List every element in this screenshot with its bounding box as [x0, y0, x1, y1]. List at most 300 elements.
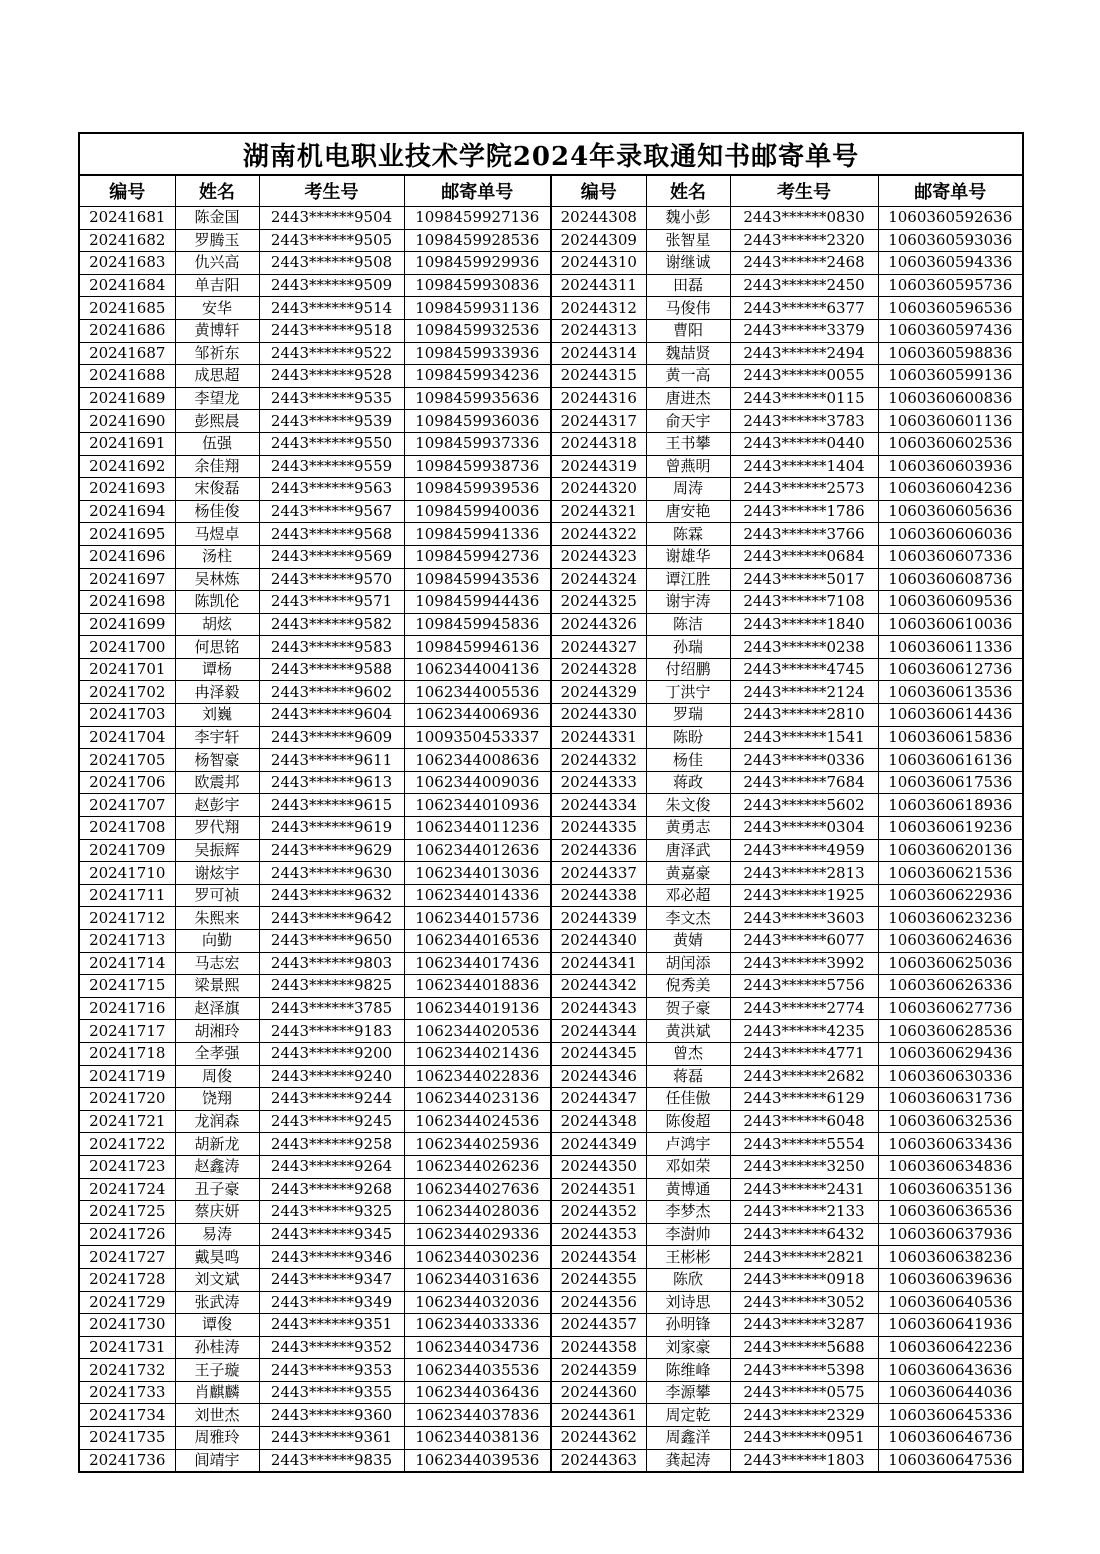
cell-id-right: 20244311	[551, 274, 646, 297]
cell-id-right: 20244319	[551, 455, 646, 478]
cell-name-right: 唐安艳	[646, 500, 730, 523]
cell-id-right: 20244324	[551, 568, 646, 591]
cell-id-right: 20244353	[551, 1223, 646, 1246]
cell-name-left: 汤柱	[175, 545, 259, 568]
cell-exam-number-right: 2443******6129	[730, 1088, 878, 1111]
cell-tracking-number-right: 1060360643636	[878, 1359, 1023, 1382]
cell-id-left: 20241712	[79, 907, 175, 930]
cell-tracking-number-right: 1060360621536	[878, 862, 1023, 885]
table-row	[79, 681, 1023, 704]
cell-exam-number-right: 2443******2682	[730, 1065, 878, 1088]
cell-tracking-number-right: 1060360608736	[878, 568, 1023, 591]
cell-id-left: 20241700	[79, 636, 175, 659]
cell-exam-number-left: 2443******9244	[259, 1088, 404, 1111]
cell-exam-number-left: 2443******9582	[259, 613, 404, 636]
cell-exam-number-right: 2443******2329	[730, 1404, 878, 1427]
table-row	[79, 749, 1023, 772]
cell-exam-number-right: 2443******0951	[730, 1427, 878, 1450]
cell-tracking-number-left: 1062344028036	[404, 1201, 551, 1224]
cell-exam-number-left: 2443******9588	[259, 658, 404, 681]
table-row	[79, 455, 1023, 478]
table-title: 湖南机电职业技术学院2024年录取通知书邮寄单号	[79, 133, 1023, 175]
table-row	[79, 432, 1023, 455]
cell-name-right: 黄婧	[646, 930, 730, 953]
cell-id-right: 20244344	[551, 1020, 646, 1043]
table-row	[79, 930, 1023, 953]
cell-tracking-number-left: 1062344012636	[404, 839, 551, 862]
cell-name-right: 曾燕明	[646, 455, 730, 478]
cell-name-left: 蔡庆妍	[175, 1201, 259, 1224]
cell-id-right: 20244329	[551, 681, 646, 704]
cell-id-left: 20241688	[79, 365, 175, 388]
table-row	[79, 839, 1023, 862]
cell-tracking-number-right: 1060360624636	[878, 930, 1023, 953]
cell-tracking-number-left: 1098459939536	[404, 478, 551, 501]
cell-name-left: 黄博轩	[175, 319, 259, 342]
cell-exam-number-right: 2443******2431	[730, 1178, 878, 1201]
cell-exam-number-right: 2443******6432	[730, 1223, 878, 1246]
cell-name-right: 张智星	[646, 229, 730, 252]
cell-exam-number-left: 2443******3785	[259, 997, 404, 1020]
cell-name-right: 陈霖	[646, 523, 730, 546]
cell-id-right: 20244317	[551, 410, 646, 433]
cell-name-right: 胡闰添	[646, 952, 730, 975]
cell-id-right: 20244358	[551, 1336, 646, 1359]
cell-name-right: 陈俊超	[646, 1110, 730, 1133]
cell-tracking-number-left: 1098459929936	[404, 252, 551, 275]
cell-tracking-number-right: 1060360600836	[878, 387, 1023, 410]
header-tracking-number-left: 邮寄单号	[404, 175, 551, 207]
cell-exam-number-right: 2443******0055	[730, 365, 878, 388]
cell-id-left: 20241690	[79, 410, 175, 433]
cell-name-left: 罗代翔	[175, 817, 259, 840]
cell-name-left: 朱熙来	[175, 907, 259, 930]
cell-id-right: 20244350	[551, 1155, 646, 1178]
cell-id-left: 20241725	[79, 1201, 175, 1224]
table-row	[79, 500, 1023, 523]
cell-exam-number-left: 2443******9615	[259, 794, 404, 817]
cell-name-left: 向勤	[175, 930, 259, 953]
cell-exam-number-left: 2443******9504	[259, 207, 404, 230]
cell-id-left: 20241723	[79, 1155, 175, 1178]
cell-name-right: 周涛	[646, 478, 730, 501]
cell-name-right: 魏喆贤	[646, 342, 730, 365]
cell-name-right: 周鑫洋	[646, 1427, 730, 1450]
cell-name-right: 丁洪宁	[646, 681, 730, 704]
cell-tracking-number-right: 1060360599136	[878, 365, 1023, 388]
cell-name-right: 邓必超	[646, 884, 730, 907]
header-name-left: 姓名	[175, 175, 259, 207]
cell-tracking-number-right: 1060360619236	[878, 817, 1023, 840]
cell-exam-number-right: 2443******3603	[730, 907, 878, 930]
cell-name-right: 孙明锋	[646, 1314, 730, 1337]
cell-exam-number-right: 2443******4745	[730, 658, 878, 681]
table-row	[79, 478, 1023, 501]
cell-exam-number-left: 2443******9325	[259, 1201, 404, 1224]
table-row	[79, 1268, 1023, 1291]
cell-name-left: 王子璇	[175, 1359, 259, 1382]
cell-name-left: 闾靖宇	[175, 1449, 259, 1472]
cell-id-left: 20241713	[79, 930, 175, 953]
cell-id-left: 20241721	[79, 1110, 175, 1133]
cell-id-left: 20241727	[79, 1246, 175, 1269]
cell-name-left: 刘世杰	[175, 1404, 259, 1427]
cell-tracking-number-right: 1060360618936	[878, 794, 1023, 817]
cell-tracking-number-right: 1060360603936	[878, 455, 1023, 478]
cell-id-left: 20241732	[79, 1359, 175, 1382]
cell-id-left: 20241691	[79, 432, 175, 455]
cell-exam-number-left: 2443******9240	[259, 1065, 404, 1088]
cell-id-right: 20244348	[551, 1110, 646, 1133]
table-row	[79, 862, 1023, 885]
cell-name-right: 王书攀	[646, 432, 730, 455]
cell-exam-number-right: 2443******1786	[730, 500, 878, 523]
cell-id-right: 20244347	[551, 1088, 646, 1111]
cell-exam-number-right: 2443******5017	[730, 568, 878, 591]
cell-exam-number-right: 2443******0336	[730, 749, 878, 772]
cell-exam-number-left: 2443******9629	[259, 839, 404, 862]
cell-id-right: 20244337	[551, 862, 646, 885]
cell-tracking-number-right: 1060360636536	[878, 1201, 1023, 1224]
cell-id-right: 20244361	[551, 1404, 646, 1427]
cell-exam-number-left: 2443******9632	[259, 884, 404, 907]
cell-name-left: 杨智豪	[175, 749, 259, 772]
cell-id-left: 20241722	[79, 1133, 175, 1156]
cell-name-left: 赵泽旗	[175, 997, 259, 1020]
cell-exam-number-right: 2443******1541	[730, 726, 878, 749]
cell-tracking-number-right: 1060360620136	[878, 839, 1023, 862]
cell-tracking-number-left: 1062344005536	[404, 681, 551, 704]
cell-id-right: 20244351	[551, 1178, 646, 1201]
cell-name-right: 王彬彬	[646, 1246, 730, 1269]
cell-id-left: 20241697	[79, 568, 175, 591]
cell-name-left: 冉泽毅	[175, 681, 259, 704]
cell-exam-number-right: 2443******2573	[730, 478, 878, 501]
cell-exam-number-left: 2443******9514	[259, 297, 404, 320]
table-row	[79, 704, 1023, 727]
cell-exam-number-left: 2443******9508	[259, 252, 404, 275]
cell-id-right: 20244320	[551, 478, 646, 501]
header-name-right: 姓名	[646, 175, 730, 207]
cell-name-right: 陈维峰	[646, 1359, 730, 1382]
cell-name-left: 谭俊	[175, 1314, 259, 1337]
cell-tracking-number-left: 1098459946136	[404, 636, 551, 659]
cell-tracking-number-right: 1060360630336	[878, 1065, 1023, 1088]
cell-name-right: 朱文俊	[646, 794, 730, 817]
table-row	[79, 342, 1023, 365]
cell-exam-number-left: 2443******9346	[259, 1246, 404, 1269]
cell-name-left: 胡新龙	[175, 1133, 259, 1156]
cell-id-right: 20244308	[551, 207, 646, 230]
cell-tracking-number-right: 1060360637936	[878, 1223, 1023, 1246]
table-row	[79, 884, 1023, 907]
cell-name-right: 陈盼	[646, 726, 730, 749]
cell-exam-number-left: 2443******9630	[259, 862, 404, 885]
cell-name-left: 赵彭宇	[175, 794, 259, 817]
cell-name-left: 梁景熙	[175, 975, 259, 998]
cell-name-left: 余佳翔	[175, 455, 259, 478]
cell-id-right: 20244352	[551, 1201, 646, 1224]
cell-exam-number-right: 2443******1404	[730, 455, 878, 478]
table-row	[79, 1381, 1023, 1404]
table-row	[79, 1065, 1023, 1088]
table-row	[79, 568, 1023, 591]
table-row	[79, 817, 1023, 840]
cell-exam-number-right: 2443******5756	[730, 975, 878, 998]
cell-tracking-number-right: 1060360617536	[878, 771, 1023, 794]
cell-name-right: 俞天宇	[646, 410, 730, 433]
cell-id-left: 20241729	[79, 1291, 175, 1314]
cell-tracking-number-left: 1098459930836	[404, 274, 551, 297]
cell-tracking-number-left: 1062344025936	[404, 1133, 551, 1156]
cell-id-right: 20244309	[551, 229, 646, 252]
cell-exam-number-right: 2443******3783	[730, 410, 878, 433]
cell-exam-number-left: 2443******9569	[259, 545, 404, 568]
cell-exam-number-right: 2443******2450	[730, 274, 878, 297]
cell-id-right: 20244339	[551, 907, 646, 930]
cell-id-left: 20241685	[79, 297, 175, 320]
cell-tracking-number-right: 1060360597436	[878, 319, 1023, 342]
cell-tracking-number-left: 1062344026236	[404, 1155, 551, 1178]
cell-id-left: 20241692	[79, 455, 175, 478]
cell-exam-number-right: 2443******0238	[730, 636, 878, 659]
table-row	[79, 1427, 1023, 1450]
cell-id-left: 20241735	[79, 1427, 175, 1450]
cell-exam-number-right: 2443******5554	[730, 1133, 878, 1156]
cell-name-left: 丑子豪	[175, 1178, 259, 1201]
cell-name-left: 周雅玲	[175, 1427, 259, 1450]
cell-tracking-number-left: 1098459931136	[404, 297, 551, 320]
cell-id-left: 20241726	[79, 1223, 175, 1246]
cell-exam-number-right: 2443******1803	[730, 1449, 878, 1472]
table-row	[79, 636, 1023, 659]
cell-name-left: 邹祈东	[175, 342, 259, 365]
cell-exam-number-right: 2443******0684	[730, 545, 878, 568]
cell-name-right: 倪秀美	[646, 975, 730, 998]
cell-exam-number-left: 2443******9518	[259, 319, 404, 342]
cell-name-left: 马志宏	[175, 952, 259, 975]
cell-tracking-number-right: 1060360628536	[878, 1020, 1023, 1043]
cell-name-left: 成思超	[175, 365, 259, 388]
cell-tracking-number-right: 1060360611336	[878, 636, 1023, 659]
cell-id-left: 20241717	[79, 1020, 175, 1043]
cell-tracking-number-left: 1062344024536	[404, 1110, 551, 1133]
table-row	[79, 1201, 1023, 1224]
cell-exam-number-left: 2443******9361	[259, 1427, 404, 1450]
mailing-number-table	[78, 132, 1024, 1473]
cell-name-left: 仇兴高	[175, 252, 259, 275]
table-row	[79, 1314, 1023, 1337]
cell-id-right: 20244314	[551, 342, 646, 365]
cell-tracking-number-right: 1060360613536	[878, 681, 1023, 704]
cell-name-right: 杨佳	[646, 749, 730, 772]
cell-exam-number-left: 2443******9245	[259, 1110, 404, 1133]
cell-id-right: 20244354	[551, 1246, 646, 1269]
cell-id-right: 20244355	[551, 1268, 646, 1291]
cell-name-right: 任佳傲	[646, 1088, 730, 1111]
cell-tracking-number-left: 1062344033336	[404, 1314, 551, 1337]
cell-name-right: 马俊伟	[646, 297, 730, 320]
cell-tracking-number-right: 1060360609536	[878, 591, 1023, 614]
cell-exam-number-right: 2443******0440	[730, 432, 878, 455]
table-row	[79, 1088, 1023, 1111]
cell-exam-number-right: 2443******3992	[730, 952, 878, 975]
cell-exam-number-left: 2443******9360	[259, 1404, 404, 1427]
cell-name-right: 卢鸿宇	[646, 1133, 730, 1156]
cell-exam-number-left: 2443******9570	[259, 568, 404, 591]
cell-exam-number-right: 2443******3052	[730, 1291, 878, 1314]
cell-exam-number-right: 2443******2774	[730, 997, 878, 1020]
cell-id-right: 20244318	[551, 432, 646, 455]
cell-name-right: 黄嘉豪	[646, 862, 730, 885]
cell-name-left: 单吉阳	[175, 274, 259, 297]
table-row	[79, 1133, 1023, 1156]
cell-id-right: 20244310	[551, 252, 646, 275]
cell-tracking-number-left: 1062344010936	[404, 794, 551, 817]
cell-name-right: 蒋政	[646, 771, 730, 794]
cell-name-right: 李源攀	[646, 1381, 730, 1404]
cell-tracking-number-right: 1060360614436	[878, 704, 1023, 727]
table-row	[79, 545, 1023, 568]
cell-exam-number-right: 2443******2810	[730, 704, 878, 727]
cell-name-left: 吴振辉	[175, 839, 259, 862]
cell-exam-number-left: 2443******9505	[259, 229, 404, 252]
cell-exam-number-left: 2443******9568	[259, 523, 404, 546]
cell-id-left: 20241734	[79, 1404, 175, 1427]
cell-name-right: 黄一高	[646, 365, 730, 388]
table-row	[79, 1246, 1023, 1269]
cell-exam-number-left: 2443******9353	[259, 1359, 404, 1382]
cell-exam-number-right: 2443******3766	[730, 523, 878, 546]
cell-tracking-number-left: 1098459943536	[404, 568, 551, 591]
cell-tracking-number-right: 1060360592636	[878, 207, 1023, 230]
cell-id-left: 20241687	[79, 342, 175, 365]
cell-exam-number-left: 2443******9349	[259, 1291, 404, 1314]
cell-tracking-number-left: 1062344038136	[404, 1427, 551, 1450]
cell-id-right: 20244334	[551, 794, 646, 817]
cell-name-right: 周定乾	[646, 1404, 730, 1427]
cell-exam-number-left: 2443******9559	[259, 455, 404, 478]
cell-name-right: 刘家豪	[646, 1336, 730, 1359]
cell-id-left: 20241694	[79, 500, 175, 523]
cell-id-right: 20244357	[551, 1314, 646, 1337]
cell-tracking-number-right: 1060360638236	[878, 1246, 1023, 1269]
cell-exam-number-right: 2443******4235	[730, 1020, 878, 1043]
cell-tracking-number-right: 1060360641936	[878, 1314, 1023, 1337]
cell-id-left: 20241731	[79, 1336, 175, 1359]
cell-exam-number-right: 2443******2124	[730, 681, 878, 704]
cell-exam-number-right: 2443******0830	[730, 207, 878, 230]
cell-name-left: 胡炫	[175, 613, 259, 636]
table-row	[79, 1155, 1023, 1178]
cell-id-left: 20241695	[79, 523, 175, 546]
table-row	[79, 1359, 1023, 1382]
cell-name-right: 唐进杰	[646, 387, 730, 410]
cell-exam-number-right: 2443******5688	[730, 1336, 878, 1359]
cell-tracking-number-right: 1060360622936	[878, 884, 1023, 907]
table-row	[79, 997, 1023, 1020]
cell-id-right: 20244313	[551, 319, 646, 342]
cell-exam-number-right: 2443******3250	[730, 1155, 878, 1178]
cell-tracking-number-right: 1060360605636	[878, 500, 1023, 523]
cell-name-right: 黄洪斌	[646, 1020, 730, 1043]
cell-id-left: 20241709	[79, 839, 175, 862]
cell-tracking-number-right: 1060360602536	[878, 432, 1023, 455]
cell-id-left: 20241714	[79, 952, 175, 975]
cell-name-right: 谢宇涛	[646, 591, 730, 614]
cell-id-right: 20244356	[551, 1291, 646, 1314]
cell-name-right: 贺子豪	[646, 997, 730, 1020]
cell-exam-number-right: 2443******2813	[730, 862, 878, 885]
cell-tracking-number-left: 1062344039536	[404, 1449, 551, 1472]
cell-name-left: 陈凯伦	[175, 591, 259, 614]
cell-exam-number-right: 2443******7108	[730, 591, 878, 614]
cell-tracking-number-right: 1060360593036	[878, 229, 1023, 252]
cell-exam-number-left: 2443******9522	[259, 342, 404, 365]
cell-tracking-number-left: 1062344032036	[404, 1291, 551, 1314]
cell-name-right: 邓如荣	[646, 1155, 730, 1178]
cell-name-right: 田磊	[646, 274, 730, 297]
cell-name-right: 蒋磊	[646, 1065, 730, 1088]
table-row	[79, 975, 1023, 998]
cell-exam-number-left: 2443******9650	[259, 930, 404, 953]
table-row	[79, 1291, 1023, 1314]
cell-id-right: 20244338	[551, 884, 646, 907]
cell-tracking-number-left: 1062344034736	[404, 1336, 551, 1359]
cell-tracking-number-right: 1060360615836	[878, 726, 1023, 749]
cell-exam-number-left: 2443******9264	[259, 1155, 404, 1178]
cell-id-right: 20244325	[551, 591, 646, 614]
cell-id-left: 20241682	[79, 229, 175, 252]
cell-id-right: 20244349	[551, 1133, 646, 1156]
cell-tracking-number-left: 1062344027636	[404, 1178, 551, 1201]
cell-tracking-number-left: 1098459942736	[404, 545, 551, 568]
cell-exam-number-right: 2443******2468	[730, 252, 878, 275]
cell-name-left: 孙桂涛	[175, 1336, 259, 1359]
cell-id-left: 20241720	[79, 1088, 175, 1111]
cell-name-left: 龙润森	[175, 1110, 259, 1133]
cell-exam-number-left: 2443******9571	[259, 591, 404, 614]
cell-id-right: 20244328	[551, 658, 646, 681]
cell-tracking-number-right: 1060360634836	[878, 1155, 1023, 1178]
cell-exam-number-left: 2443******9258	[259, 1133, 404, 1156]
table-row	[79, 207, 1023, 230]
cell-id-right: 20244340	[551, 930, 646, 953]
cell-exam-number-left: 2443******9619	[259, 817, 404, 840]
cell-name-right: 李梦杰	[646, 1201, 730, 1224]
cell-tracking-number-left: 1098459933936	[404, 342, 551, 365]
cell-name-left: 谢炫宇	[175, 862, 259, 885]
cell-tracking-number-left: 1098459941336	[404, 523, 551, 546]
cell-id-left: 20241708	[79, 817, 175, 840]
table-row	[79, 1110, 1023, 1133]
cell-id-right: 20244336	[551, 839, 646, 862]
cell-name-left: 全孝强	[175, 1042, 259, 1065]
cell-exam-number-left: 2443******9539	[259, 410, 404, 433]
table-row	[79, 252, 1023, 275]
cell-name-right: 谢继诚	[646, 252, 730, 275]
cell-id-left: 20241701	[79, 658, 175, 681]
cell-tracking-number-left: 1062344014336	[404, 884, 551, 907]
cell-name-left: 马煜卓	[175, 523, 259, 546]
cell-id-right: 20244331	[551, 726, 646, 749]
cell-id-right: 20244312	[551, 297, 646, 320]
cell-name-right: 李文杰	[646, 907, 730, 930]
cell-id-left: 20241733	[79, 1381, 175, 1404]
cell-id-right: 20244323	[551, 545, 646, 568]
table-row	[79, 1223, 1023, 1246]
cell-name-left: 谭杨	[175, 658, 259, 681]
